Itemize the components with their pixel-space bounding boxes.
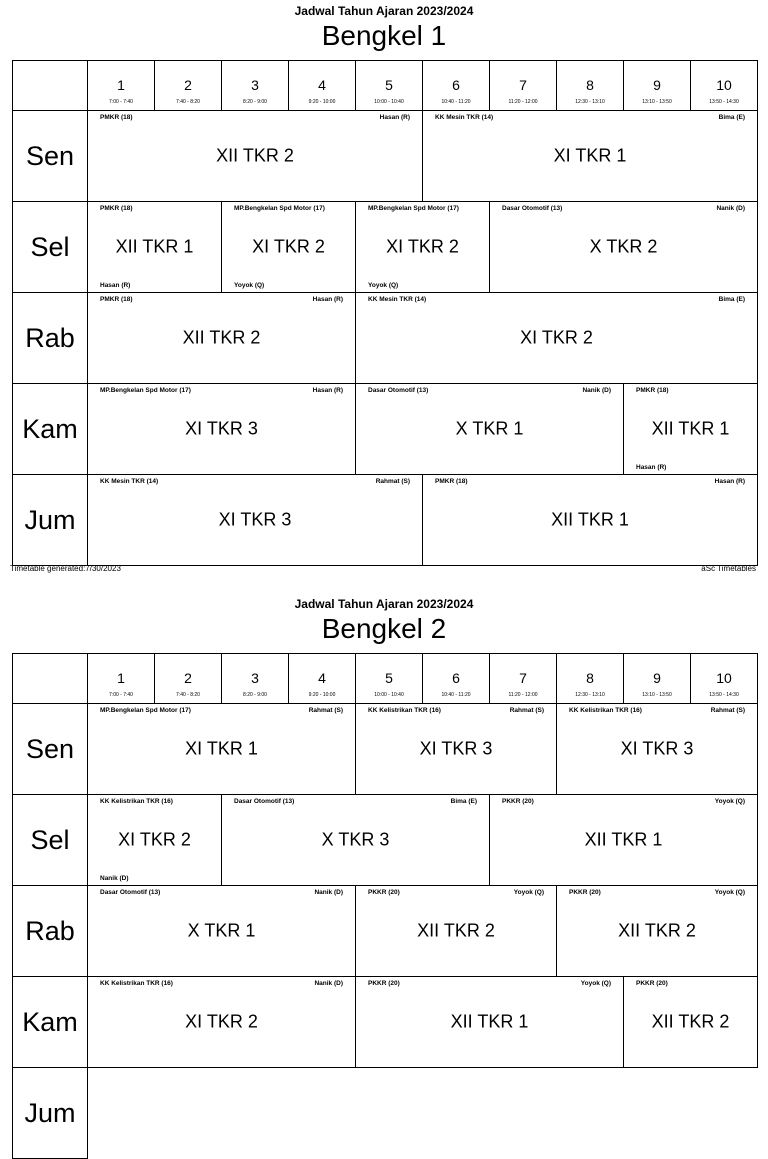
lesson-class: XII TKR 1 (551, 509, 629, 530)
lesson-class: XI TKR 2 (252, 236, 325, 257)
lesson-class: XII TKR 2 (216, 145, 294, 166)
lesson-teacher: Hasan (R) (312, 387, 343, 394)
period-time: 10:40 - 11:20 (441, 99, 471, 105)
lesson-cell (356, 384, 624, 475)
lesson-class: XII TKR 1 (115, 236, 194, 257)
lesson-cell (356, 704, 557, 795)
period-number: 4 (318, 670, 326, 686)
lesson-teacher: Bima (E) (450, 798, 477, 805)
lesson-teacher: Hasan (R) (714, 478, 745, 485)
lesson-class: X TKR 1 (455, 418, 524, 439)
timetable-title: Bengkel 1 (321, 20, 447, 51)
period-time: 10:40 - 11:20 (441, 692, 471, 698)
period-number: 7 (519, 670, 527, 686)
lesson-cell (88, 795, 222, 886)
period-header-6 (423, 61, 490, 111)
period-number: 2 (184, 77, 192, 93)
period-number: 6 (452, 670, 460, 686)
lesson-subject: PMKR (18) (100, 205, 133, 212)
period-number: 7 (519, 77, 527, 93)
lesson-subject: Dasar Otomotif (13) (368, 387, 429, 394)
lesson-class: XI TKR 2 (118, 829, 191, 850)
software-footer: aSc Timetables (701, 564, 756, 573)
corner-cell (13, 61, 88, 111)
lesson-teacher: Bima (E) (718, 114, 745, 121)
day-label-rab: Rab (13, 886, 88, 977)
lesson-cell (88, 886, 356, 977)
period-number: 1 (117, 77, 125, 93)
lesson-subject: KK Mesin TKR (14) (368, 296, 427, 303)
period-number: 9 (653, 77, 661, 93)
lesson-subject: PMKR (18) (100, 114, 133, 121)
lesson-cell (222, 202, 356, 293)
lesson-teacher: Hasan (R) (100, 282, 131, 289)
lesson-teacher: Hasan (R) (636, 464, 667, 471)
day-label-sel: Sel (13, 795, 88, 886)
lesson-class: XII TKR 2 (417, 920, 495, 941)
period-header-7 (490, 654, 557, 704)
lesson-teacher: Yoyok (Q) (714, 889, 745, 896)
day-label-rab: Rab (13, 293, 88, 384)
lesson-class: XI TKR 1 (553, 145, 627, 166)
day-label-sen: Sen (13, 704, 88, 795)
timetable-subtitle: Jadwal Tahun Ajaran 2023/2024 (294, 597, 474, 611)
lesson-subject: PMKR (18) (636, 387, 669, 394)
period-number: 5 (385, 77, 393, 93)
lesson-cell (557, 886, 758, 977)
lesson-teacher: Nanik (D) (314, 980, 343, 987)
period-number: 2 (184, 670, 192, 686)
lesson-class: X TKR 3 (321, 829, 390, 850)
lesson-cell (222, 795, 490, 886)
lesson-cell (624, 977, 758, 1068)
lesson-subject: Dasar Otomotif (13) (100, 889, 161, 896)
period-time: 8:20 - 9:00 (243, 99, 267, 105)
period-time: 12:30 - 13:10 (575, 99, 605, 105)
period-header-7 (490, 61, 557, 111)
lesson-subject: Dasar Otomotif (13) (502, 205, 563, 212)
day-label-kam: Kam (13, 384, 88, 475)
lesson-class: XII TKR 2 (182, 327, 261, 348)
period-header-5 (356, 61, 423, 111)
lesson-subject: PKKR (20) (636, 980, 668, 987)
timetable-subtitle: Jadwal Tahun Ajaran 2023/2024 (294, 4, 474, 18)
period-time: 13:10 - 13:50 (642, 692, 672, 698)
lesson-cell (88, 384, 356, 475)
lesson-subject: MP.Bengkelan Spd Motor (17) (100, 387, 191, 394)
lesson-cell (423, 111, 758, 202)
lesson-class: XI TKR 3 (185, 418, 258, 439)
period-time: 10:00 - 10:40 (374, 692, 404, 698)
period-number: 8 (586, 670, 594, 686)
lesson-subject: MP.Bengkelan Spd Motor (17) (368, 205, 459, 212)
lesson-subject: KK Kelistrikan TKR (16) (100, 980, 173, 987)
lesson-class: XII TKR 1 (651, 418, 730, 439)
period-header-9 (624, 61, 691, 111)
period-time: 11:20 - 12:00 (508, 692, 538, 698)
period-time: 13:10 - 13:50 (642, 99, 672, 105)
lesson-class: XI TKR 3 (419, 738, 493, 759)
lesson-cell (356, 977, 624, 1068)
lesson-class: XII TKR 1 (450, 1011, 529, 1032)
generated-footer: Timetable generated:7/30/2023 (10, 564, 121, 573)
lesson-teacher: Rahmat (S) (308, 707, 343, 714)
lesson-subject: MP.Bengkelan Spd Motor (17) (100, 707, 191, 714)
lesson-class: X TKR 2 (589, 236, 658, 257)
period-number: 9 (653, 670, 661, 686)
lesson-cell (490, 795, 758, 886)
period-number: 4 (318, 77, 326, 93)
lesson-teacher: Nanik (D) (582, 387, 611, 394)
lesson-teacher: Nanik (D) (314, 889, 343, 896)
lesson-subject: PKKR (20) (368, 889, 400, 896)
period-time: 13:50 - 14:30 (709, 692, 739, 698)
lesson-class: XII TKR 2 (651, 1011, 730, 1032)
lesson-class: XI TKR 1 (185, 738, 258, 759)
lesson-teacher: Hasan (R) (379, 114, 410, 121)
lesson-teacher: Yoyok (Q) (580, 980, 611, 987)
period-time: 13:50 - 14:30 (709, 99, 739, 105)
period-header-5 (356, 654, 423, 704)
lesson-cell (356, 202, 490, 293)
period-header-8 (557, 61, 624, 111)
period-header-2 (155, 654, 222, 704)
lesson-cell (356, 886, 557, 977)
period-header-4 (289, 654, 356, 704)
lesson-cell (423, 475, 758, 566)
lesson-teacher: Yoyok (Q) (368, 282, 399, 289)
lesson-teacher: Rahmat (S) (710, 707, 745, 714)
period-time: 7:40 - 8:20 (176, 692, 200, 698)
lesson-cell (88, 475, 423, 566)
lesson-cell (624, 384, 758, 475)
period-header-6 (423, 654, 490, 704)
lesson-class: XII TKR 2 (618, 920, 696, 941)
lesson-subject: KK Kelistrikan TKR (16) (100, 798, 173, 805)
period-time: 7:00 - 7:40 (109, 692, 133, 698)
lesson-class: XII TKR 1 (584, 829, 663, 850)
timetable-grid (12, 60, 758, 566)
lesson-teacher: Rahmat (S) (509, 707, 544, 714)
lesson-class: XI TKR 2 (386, 236, 459, 257)
lesson-subject: PKKR (20) (502, 798, 534, 805)
period-header-1 (88, 61, 155, 111)
day-label-jum: Jum (13, 475, 88, 566)
lesson-cell (88, 202, 222, 293)
lesson-teacher: Yoyok (Q) (234, 282, 265, 289)
corner-cell (13, 654, 88, 704)
period-header-8 (557, 654, 624, 704)
period-header-9 (624, 654, 691, 704)
lesson-class: XI TKR 2 (520, 327, 593, 348)
lesson-teacher: Bima (E) (718, 296, 745, 303)
period-number: 10 (716, 77, 732, 93)
period-number: 6 (452, 77, 460, 93)
lesson-subject: PKKR (20) (368, 980, 400, 987)
lesson-cell (88, 977, 356, 1068)
period-time: 12:30 - 13:10 (575, 692, 605, 698)
lesson-teacher: Nanik (D) (716, 205, 745, 212)
period-header-4 (289, 61, 356, 111)
lesson-subject: PMKR (18) (435, 478, 468, 485)
lesson-cell (88, 111, 423, 202)
period-time: 9:20 - 10:00 (308, 99, 336, 105)
period-number: 8 (586, 77, 594, 93)
period-number: 3 (251, 670, 259, 686)
lesson-cell (490, 202, 758, 293)
period-time: 9:20 - 10:00 (308, 692, 336, 698)
lesson-teacher: Nanik (D) (100, 875, 129, 882)
lesson-subject: PKKR (20) (569, 889, 601, 896)
lesson-cell (356, 293, 758, 384)
period-number: 10 (716, 670, 732, 686)
lesson-teacher: Hasan (R) (312, 296, 343, 303)
lesson-subject: MP.Bengkelan Spd Motor (17) (234, 205, 325, 212)
lesson-cell (88, 704, 356, 795)
lesson-class: XI TKR 3 (620, 738, 694, 759)
day-label-sen: Sen (13, 111, 88, 202)
period-number: 3 (251, 77, 259, 93)
day-label-kam: Kam (13, 977, 88, 1068)
lesson-class: X TKR 1 (187, 920, 256, 941)
day-label-sel: Sel (13, 202, 88, 293)
lesson-subject: KK Kelistrikan TKR (16) (569, 707, 642, 714)
period-number: 5 (385, 670, 393, 686)
lesson-teacher: Yoyok (Q) (714, 798, 745, 805)
lesson-subject: Dasar Otomotif (13) (234, 798, 295, 805)
period-header-2 (155, 61, 222, 111)
period-time: 11:20 - 12:00 (508, 99, 538, 105)
lesson-teacher: Yoyok (Q) (513, 889, 544, 896)
period-header-3 (222, 61, 289, 111)
period-header-10 (691, 654, 758, 704)
period-time: 7:00 - 7:40 (109, 99, 133, 105)
period-time: 8:20 - 9:00 (243, 692, 267, 698)
lesson-class: XI TKR 2 (185, 1011, 258, 1032)
period-header-3 (222, 654, 289, 704)
period-time: 10:00 - 10:40 (374, 99, 404, 105)
timetable-grid (12, 653, 758, 1159)
lesson-subject: KK Mesin TKR (14) (100, 478, 159, 485)
lesson-subject: PMKR (18) (100, 296, 133, 303)
period-header-1 (88, 654, 155, 704)
lesson-subject: KK Kelistrikan TKR (16) (368, 707, 441, 714)
lesson-teacher: Rahmat (S) (375, 478, 410, 485)
period-time: 7:40 - 8:20 (176, 99, 200, 105)
day-label-jum: Jum (13, 1068, 88, 1159)
lesson-class: XI TKR 3 (218, 509, 292, 530)
period-header-10 (691, 61, 758, 111)
timetable-title: Bengkel 2 (321, 613, 447, 644)
period-number: 1 (117, 670, 125, 686)
lesson-cell (88, 293, 356, 384)
lesson-subject: KK Mesin TKR (14) (435, 114, 494, 121)
lesson-cell (557, 704, 758, 795)
